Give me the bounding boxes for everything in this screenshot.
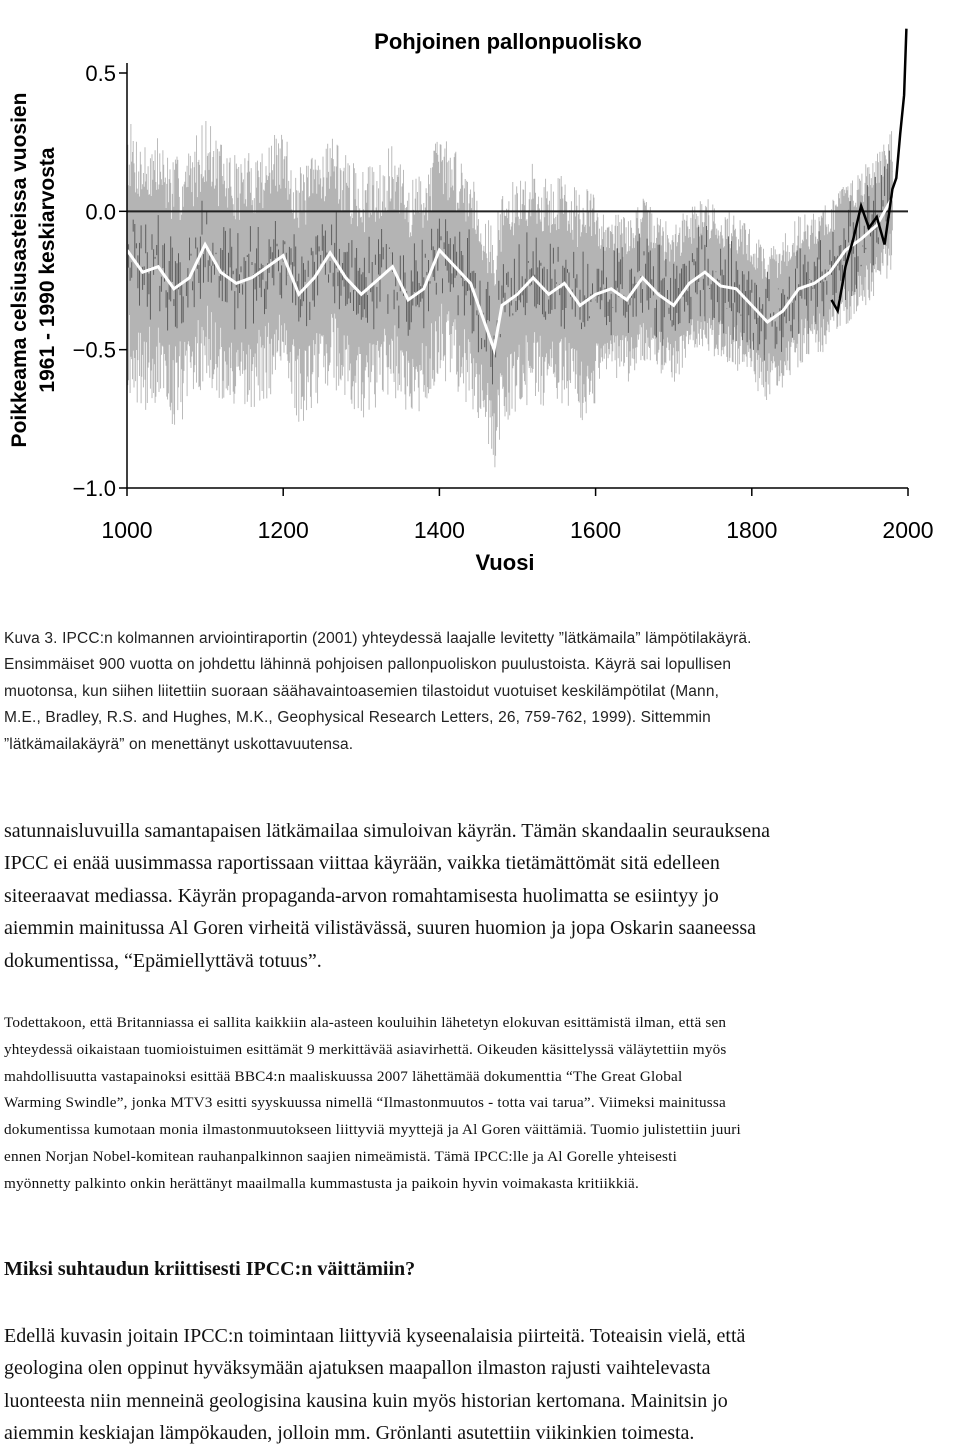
paragraph-3: [4, 1320, 954, 1450]
x-tick-label: 2000: [882, 517, 934, 543]
paragraph-line: mahdollisuutta vastapainoksi esittää BBC4:n maaliskuussa 2007 lähettämää dokumenttia “The Great Global: [4, 1067, 683, 1085]
paragraph-line: geologina olen oppinut hyväksymään ajatuksen maapallon ilmaston rajusti vaihtelevasta: [4, 1357, 711, 1380]
caption-line: Kuva 3. IPCC:n kolmannen arviointiraportin (2001) yhteydessä laajalle levitetty ”lätkämaila” lämpötilakäyrä.: [4, 630, 752, 647]
paragraph-line: siteeraavat mediassa. Käyrän propaganda-arvon romahtamisesta huolimatta se esiintyy jo: [4, 884, 719, 907]
paragraph-line: dokumentissa, “Epämiellyttävä totuus”.: [4, 949, 322, 972]
paragraph-line: aiemmin keskiajan lämpökauden, jolloin mm. Grönlanti asutettiin viikinkien toimesta.: [4, 1422, 695, 1445]
chart-canvas: [0, 0, 960, 600]
uncertainty-band: [127, 121, 892, 467]
x-tick-label: 1200: [257, 517, 309, 543]
paragraph-line: Todettakoon, että Britanniassa ei sallita kaikkiin ala-asteen kouluihin lähetetyn elokuvan esittämistä ilman, että sen: [4, 1014, 727, 1031]
paragraph-line: yhteydessä oikaistaan tuomioistuimen esittämät 9 merkittävää asiavirhettä. Oikeuden käsittelyssä väläytettiin myös: [4, 1040, 727, 1058]
caption-line: ”lätkämailakäyrä” on menettänyt uskottavuutensa.: [4, 735, 354, 753]
y-tick-label: −1.0: [72, 476, 116, 501]
y-axis-title-line-1: Poikkeama celsiusasteissa vuosien: [8, 92, 31, 448]
paragraph-line: luonteesta niin menneinä geologisina kausina kuin myös historian kertomana. Mainitsin jo: [4, 1389, 728, 1412]
x-axis-title: Vuosi: [475, 550, 535, 575]
uncertainty-band-path: [127, 121, 892, 467]
paragraph-line: Edellä kuvasin joitain IPCC:n toimintaan liittyviä kyseenalaisia piirteitä. Toteaisin vielä, että: [4, 1325, 746, 1347]
paragraph-line: ennen Norjan Nobel-komitean rauhanpalkinnon saajien nimeämistä. Tämä IPCC:lle ja Al Gorelle yhteisesti: [4, 1147, 678, 1165]
caption-line: muotonsa, kun siihen liitettiin suoraan säähavaintoasemien tilastoidut vuotuiset keskilämpötilat (Mann,: [4, 682, 720, 700]
y-axis-title-line-2: 1961 - 1990 keskiarvosta: [36, 147, 59, 393]
y-tick-label: −0.5: [72, 337, 116, 363]
figure-caption: [4, 626, 952, 758]
caption-line: M.E., Bradley, R.S. and Hughes, M.K., Geophysical Research Letters, 26, 759-762, 1999). Sittemmin: [4, 709, 711, 727]
paragraph-line: myönnetty palkinto onkin herättänyt maailmalla kummastusta ja paikoin hyvin voimakasta kritiikkiä.: [4, 1174, 639, 1192]
hockey-stick-chart: [0, 0, 960, 600]
x-tick-label: 1800: [726, 517, 778, 543]
x-tick-label: 1600: [570, 517, 622, 543]
paragraph-line: Warming Swindle”, jonka MTV3 esitti syyskuussa nimellä “Ilmastonmuutos - totta vai tarua”. Viimeksi mainitussa: [4, 1094, 726, 1112]
y-axis-title: [8, 93, 59, 448]
paragraph-line: IPCC ei enää uusimmassa raportissaan viittaa käyrään, vaikka tietämättömät sitä edelleen: [4, 852, 720, 875]
section-heading: Miksi suhtaudun kriittisesti IPCC:n väittämiin?: [4, 1258, 416, 1280]
y-tick-label: 0.5: [85, 61, 116, 86]
paragraph-line: aiemmin mainitussa Al Goren virheitä vilistävässä, suuren huomion ja jopa Oskarin saaneessa: [4, 917, 757, 940]
chart-title: Pohjoinen pallonpuolisko: [374, 29, 642, 54]
caption-line: Ensimmäiset 900 vuotta on johdettu lähinnä pohjoisen pallonpuoliskon puulustoista. Käyrä sai lopullisen: [4, 656, 732, 674]
x-tick-label: 1400: [413, 517, 465, 543]
paragraph-1: [4, 815, 954, 977]
paragraph-line: dokumentissa kumotaan monia ilmastonmuutokseen liittyviä myyttejä ja Al Goren väittämiä. Tuomio julistettiin juuri: [4, 1121, 741, 1139]
paragraph-2: [4, 1010, 954, 1198]
paragraph-line: satunnaisluvuilla samantapaisen lätkämailaa simuloivan käyrän. Tämän skandaalin seurauksena: [4, 820, 771, 842]
x-tick-label: 1000: [101, 517, 153, 543]
y-tick-label: 0.0: [85, 199, 116, 225]
